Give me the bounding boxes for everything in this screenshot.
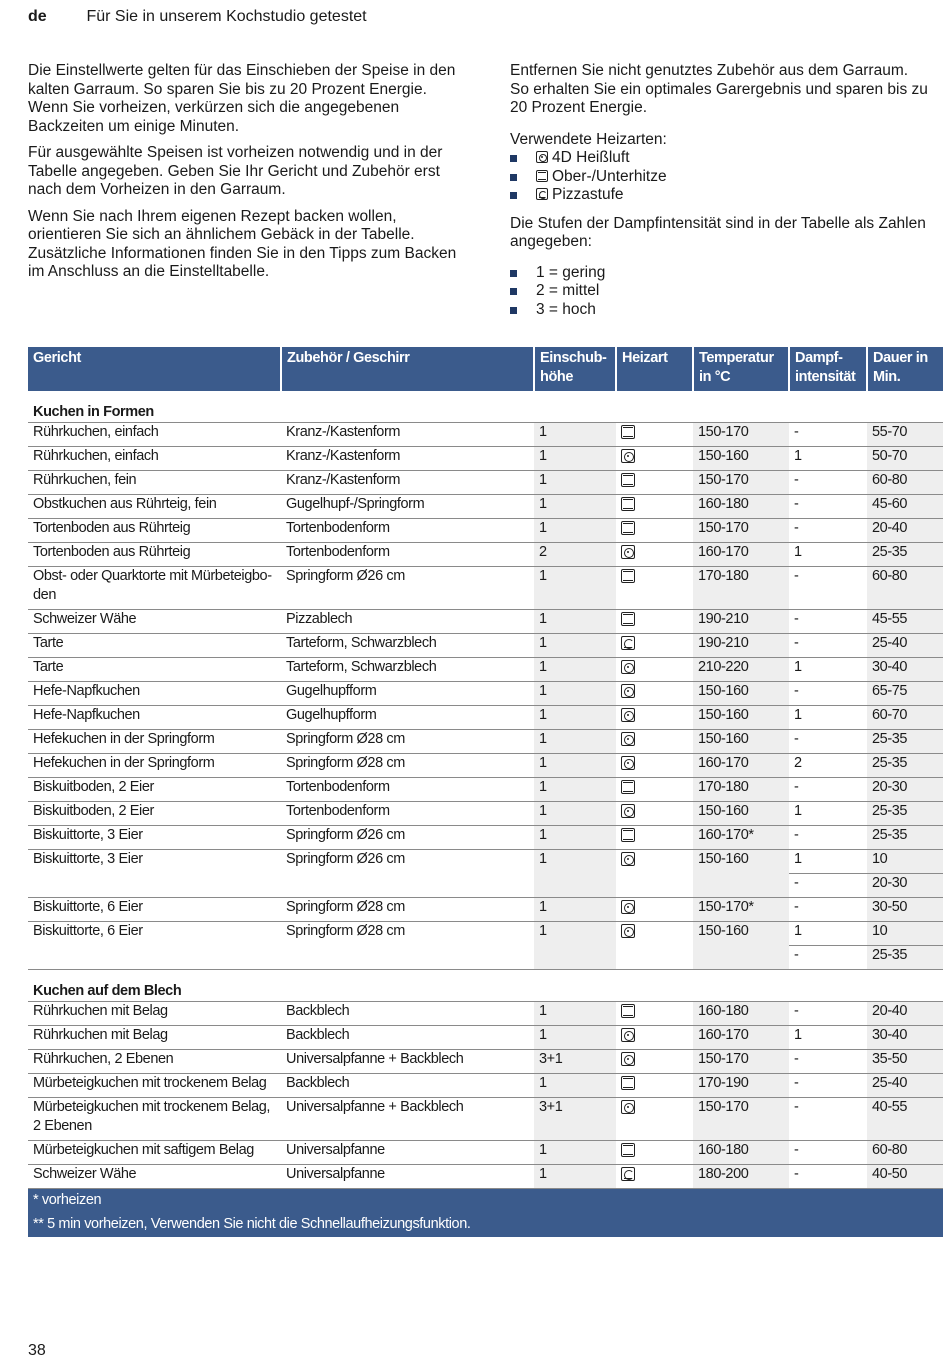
cell-hoehe: 1 — [534, 730, 616, 754]
hot-air-4d-icon — [536, 151, 548, 163]
cell-hoehe: 3+1 — [534, 1098, 616, 1141]
hot-air-4d-icon — [621, 732, 635, 746]
cell-dampf: 1 — [789, 543, 867, 567]
cell-dampf: - — [789, 610, 867, 634]
cell-dauer: 50-70 — [867, 447, 943, 471]
list-item: 2 = mittel — [510, 282, 930, 301]
cell-heizart — [616, 754, 693, 778]
cell-dauer: 45-60 — [867, 495, 943, 519]
cell-temperatur: 150-170 — [693, 519, 789, 543]
cell-heizart — [616, 1002, 693, 1026]
cell-dauer: 25-35 — [867, 826, 943, 850]
cell-dauer: 60-80 — [867, 567, 943, 610]
cell-dauer: 25-35 — [867, 802, 943, 826]
cell-zubehoer: Tarteform, Schwarzblech — [281, 658, 534, 682]
heating-type-label: Pizzastufe — [552, 186, 624, 203]
top-bottom-heat-icon — [621, 569, 635, 583]
hot-air-4d-icon — [621, 545, 635, 559]
cell-hoehe: 1 — [534, 850, 616, 898]
cell-dauer: 60-80 — [867, 471, 943, 495]
cell-hoehe: 1 — [534, 1141, 616, 1165]
cell-heizart — [616, 634, 693, 658]
list-item: 1 = gering — [510, 264, 930, 283]
steam-intensity-text: Die Stufen der Dampfintensität sind in der Tabelle als Zahlen angegeben: — [510, 214, 926, 250]
cell-heizart — [616, 778, 693, 802]
top-bottom-heat-icon — [621, 1143, 635, 1157]
cell-dampf: - — [789, 730, 867, 754]
intro-paragraph: Wenn Sie nach Ihrem eigenen Rezept backen wollen, orientieren Sie sich an ähnlichem Gebäck in der Tabelle. Zusätzliche Informationen finden Sie in den Tipps zum Backen im Anschluss an die Einstelltabelle. — [28, 207, 457, 280]
cell-dauer: 10 — [867, 850, 943, 874]
steam-levels-list — [510, 264, 930, 320]
section-title: Kuchen in Formen — [28, 391, 943, 423]
cell-gericht: Mürbeteigkuchen mit saftigem Belag — [28, 1141, 281, 1165]
cell-zubehoer: Kranz-/Kastenform — [281, 423, 534, 447]
cell-dauer: 60-70 — [867, 706, 943, 730]
cell-gericht: Biskuittorte, 6 Eier — [28, 922, 281, 970]
cell-dauer: 25-35 — [867, 730, 943, 754]
cell-heizart — [616, 922, 693, 970]
table-row — [28, 1098, 943, 1141]
cell-temperatur: 160-170 — [693, 1026, 789, 1050]
col-header-hoehe: Einschub- höhe — [534, 347, 616, 391]
hot-air-4d-icon — [621, 1028, 635, 1042]
top-bottom-heat-icon — [621, 1004, 635, 1018]
cell-dampf: 1 — [789, 447, 867, 471]
cell-gericht: Hefe-Napfkuchen — [28, 706, 281, 730]
cell-gericht: Rührkuchen, 2 Ebenen — [28, 1050, 281, 1074]
cell-zubehoer: Universalpfanne + Backblech — [281, 1098, 534, 1141]
cell-temperatur: 150-160 — [693, 447, 789, 471]
top-bottom-heat-icon — [621, 612, 635, 626]
table-row — [28, 567, 943, 610]
cell-gericht: Obstkuchen aus Rührteig, fein — [28, 495, 281, 519]
cell-gericht: Biskuitboden, 2 Eier — [28, 778, 281, 802]
cell-hoehe: 1 — [534, 610, 616, 634]
cell-dampf: 1 — [789, 706, 867, 730]
cell-zubehoer: Springform Ø26 cm — [281, 826, 534, 850]
cell-hoehe: 1 — [534, 447, 616, 471]
cell-dauer: 25-40 — [867, 634, 943, 658]
cell-dampf: - — [789, 874, 867, 898]
cell-hoehe: 1 — [534, 471, 616, 495]
cell-hoehe: 1 — [534, 778, 616, 802]
cell-temperatur: 150-160 — [693, 802, 789, 826]
table-row — [28, 850, 943, 874]
cell-zubehoer: Universalpfanne — [281, 1141, 534, 1165]
list-item — [510, 186, 930, 205]
cell-gericht: Mürbeteigkuchen mit trockenem Belag — [28, 1074, 281, 1098]
top-bottom-heat-icon — [621, 780, 635, 794]
cell-gericht: Schweizer Wähe — [28, 1165, 281, 1189]
cell-hoehe: 1 — [534, 658, 616, 682]
cell-dampf: - — [789, 946, 867, 970]
cell-temperatur: 150-170 — [693, 1050, 789, 1074]
cell-hoehe: 1 — [534, 922, 616, 970]
cell-heizart — [616, 423, 693, 447]
cell-gericht: Rührkuchen, einfach — [28, 423, 281, 447]
cell-heizart — [616, 519, 693, 543]
cell-heizart — [616, 898, 693, 922]
table-row — [28, 898, 943, 922]
table-row — [28, 754, 943, 778]
cell-dauer: 55-70 — [867, 423, 943, 447]
cell-heizart — [616, 658, 693, 682]
hot-air-4d-icon — [621, 900, 635, 914]
baking-settings-table — [28, 347, 943, 1237]
cell-zubehoer: Gugelhupf-/Springform — [281, 495, 534, 519]
cell-zubehoer: Springform Ø28 cm — [281, 730, 534, 754]
cell-hoehe: 1 — [534, 802, 616, 826]
cell-hoehe: 1 — [534, 898, 616, 922]
cell-zubehoer: Kranz-/Kastenform — [281, 471, 534, 495]
cell-gericht: Tarte — [28, 658, 281, 682]
cell-temperatur: 150-160 — [693, 850, 789, 898]
hot-air-4d-icon — [621, 852, 635, 866]
footnote-row — [28, 1189, 943, 1214]
cell-hoehe: 1 — [534, 567, 616, 610]
table-row — [28, 922, 943, 946]
cell-dauer: 30-40 — [867, 1026, 943, 1050]
cell-zubehoer: Tortenbodenform — [281, 543, 534, 567]
cell-temperatur: 160-180 — [693, 495, 789, 519]
top-bottom-heat-icon — [621, 828, 635, 842]
cell-dampf: - — [789, 495, 867, 519]
cell-dampf: - — [789, 682, 867, 706]
footnote-row — [28, 1213, 943, 1237]
col-header-gericht: Gericht — [28, 347, 281, 391]
cell-dampf: 1 — [789, 802, 867, 826]
cell-hoehe: 1 — [534, 519, 616, 543]
cell-temperatur: 160-170 — [693, 754, 789, 778]
cell-zubehoer: Springform Ø26 cm — [281, 850, 534, 898]
cell-dauer: 40-50 — [867, 1165, 943, 1189]
hot-air-4d-icon — [621, 924, 635, 938]
list-item: 3 = hoch — [510, 301, 930, 320]
cell-gericht: Hefekuchen in der Springform — [28, 730, 281, 754]
cell-dauer: 60-80 — [867, 1141, 943, 1165]
cell-gericht: Tortenboden aus Rührteig — [28, 543, 281, 567]
table-section-row — [28, 391, 943, 423]
table-row — [28, 495, 943, 519]
cell-zubehoer: Springform Ø28 cm — [281, 898, 534, 922]
col-header-temperatur: Temperatur in °C — [693, 347, 789, 391]
cell-zubehoer: Gugelhupfform — [281, 682, 534, 706]
table-row — [28, 802, 943, 826]
table-row — [28, 682, 943, 706]
footnote: ** 5 min vorheizen, Verwenden Sie nicht die Schnellaufheizungsfunktion. — [28, 1213, 943, 1237]
cell-zubehoer: Tarteform, Schwarzblech — [281, 634, 534, 658]
table-row — [28, 706, 943, 730]
cell-dampf: - — [789, 1141, 867, 1165]
cell-hoehe: 2 — [534, 543, 616, 567]
hot-air-4d-icon — [621, 684, 635, 698]
cell-heizart — [616, 471, 693, 495]
cell-heizart — [616, 826, 693, 850]
list-item — [510, 168, 930, 187]
cell-dauer: 10 — [867, 922, 943, 946]
cell-temperatur: 150-160 — [693, 682, 789, 706]
table-row — [28, 778, 943, 802]
cell-gericht: Rührkuchen, fein — [28, 471, 281, 495]
cell-hoehe: 1 — [534, 495, 616, 519]
cell-dampf: - — [789, 1074, 867, 1098]
cell-gericht: Hefekuchen in der Springform — [28, 754, 281, 778]
cell-temperatur: 210-220 — [693, 658, 789, 682]
cell-heizart — [616, 447, 693, 471]
table-row — [28, 658, 943, 682]
intro-left-column — [28, 62, 468, 290]
cell-heizart — [616, 1050, 693, 1074]
cell-dauer: 20-40 — [867, 1002, 943, 1026]
top-bottom-heat-icon — [621, 521, 635, 535]
cell-temperatur: 160-170 — [693, 543, 789, 567]
cell-dampf: 1 — [789, 658, 867, 682]
table-row — [28, 1074, 943, 1098]
cell-temperatur: 190-210 — [693, 634, 789, 658]
cell-zubehoer: Kranz-/Kastenform — [281, 447, 534, 471]
cell-hoehe: 1 — [534, 1002, 616, 1026]
cell-heizart — [616, 850, 693, 898]
top-bottom-heat-icon — [621, 473, 635, 487]
cell-hoehe: 1 — [534, 1074, 616, 1098]
cell-dampf: 2 — [789, 754, 867, 778]
heating-type-label: Ober-/Unterhitze — [552, 167, 667, 185]
cell-gericht: Rührkuchen mit Belag — [28, 1026, 281, 1050]
col-header-heizart: Heizart — [616, 347, 693, 391]
cell-temperatur: 170-180 — [693, 567, 789, 610]
table-row — [28, 519, 943, 543]
cell-hoehe: 1 — [534, 826, 616, 850]
cell-dauer: 45-55 — [867, 610, 943, 634]
pizza-setting-icon — [536, 188, 548, 200]
cell-gericht: Biskuitboden, 2 Eier — [28, 802, 281, 826]
cell-temperatur: 150-170 — [693, 471, 789, 495]
hot-air-4d-icon — [621, 449, 635, 463]
cell-heizart — [616, 1165, 693, 1189]
cell-heizart — [616, 1026, 693, 1050]
cell-dampf: - — [789, 826, 867, 850]
col-header-zubehoer: Zubehör / Geschirr — [281, 347, 534, 391]
cell-hoehe: 1 — [534, 682, 616, 706]
table-row — [28, 610, 943, 634]
cell-dauer: 20-40 — [867, 519, 943, 543]
cell-temperatur: 150-160 — [693, 730, 789, 754]
cell-dampf: - — [789, 567, 867, 610]
table-row — [28, 1050, 943, 1074]
cell-dauer: 40-55 — [867, 1098, 943, 1141]
cell-zubehoer: Springform Ø28 cm — [281, 922, 534, 970]
cell-zubehoer: Pizzablech — [281, 610, 534, 634]
cell-temperatur: 170-180 — [693, 778, 789, 802]
cell-temperatur: 160-170* — [693, 826, 789, 850]
cell-hoehe: 1 — [534, 1165, 616, 1189]
cell-gericht: Tarte — [28, 634, 281, 658]
cell-zubehoer: Backblech — [281, 1074, 534, 1098]
top-bottom-heat-icon — [621, 1076, 635, 1090]
hot-air-4d-icon — [621, 660, 635, 674]
hot-air-4d-icon — [621, 804, 635, 818]
cell-dampf: - — [789, 471, 867, 495]
cell-gericht: Obst- oder Quarktorte mit Mürbeteigbo-den — [28, 567, 281, 610]
cell-heizart — [616, 706, 693, 730]
language-code: de — [28, 8, 47, 25]
cell-dauer: 20-30 — [867, 778, 943, 802]
intro-paragraph: Die Einstellwerte gelten für das Einschieben der Speise in den kalten Garraum. So sparen Sie bis zu 20 Prozent Energie. Wenn Sie vorheizen, verkürzen sich die angegebenen Backzeiten um einige Minuten. — [28, 62, 456, 135]
pizza-setting-icon — [621, 636, 635, 650]
heating-type-label: 4D Heißluft — [552, 149, 630, 166]
cell-dauer: 35-50 — [867, 1050, 943, 1074]
cell-gericht: Schweizer Wähe — [28, 610, 281, 634]
section-title: Kuchen auf dem Blech — [28, 970, 943, 1002]
cell-dampf: 1 — [789, 850, 867, 874]
cell-hoehe: 1 — [534, 634, 616, 658]
top-bottom-heat-icon — [621, 497, 635, 511]
intro-paragraph: Für ausgewählte Speisen ist vorheizen notwendig und in der Tabelle angegeben. Geben Sie Ihr Gericht und Zubehör erst nach dem Vorheizen in den Garraum. — [28, 144, 443, 198]
cell-dampf: - — [789, 778, 867, 802]
cell-hoehe: 1 — [534, 1026, 616, 1050]
cell-dauer: 20-30 — [867, 874, 943, 898]
cell-zubehoer: Universalpfanne — [281, 1165, 534, 1189]
page-title: Für Sie in unserem Kochstudio getestet — [86, 8, 367, 25]
hot-air-4d-icon — [621, 1100, 635, 1114]
cell-dampf: - — [789, 1002, 867, 1026]
table-section-row — [28, 970, 943, 1002]
heating-types-list — [510, 149, 930, 205]
cell-dampf: - — [789, 634, 867, 658]
cell-zubehoer: Tortenbodenform — [281, 519, 534, 543]
table-row — [28, 471, 943, 495]
cell-gericht: Mürbeteigkuchen mit trockenem Belag, 2 Ebenen — [28, 1098, 281, 1141]
cell-heizart — [616, 1141, 693, 1165]
cell-zubehoer: Backblech — [281, 1002, 534, 1026]
hot-air-4d-icon — [621, 756, 635, 770]
cell-heizart — [616, 610, 693, 634]
cell-heizart — [616, 1098, 693, 1141]
table-row — [28, 1002, 943, 1026]
cell-zubehoer: Tortenbodenform — [281, 802, 534, 826]
table-row — [28, 1141, 943, 1165]
cell-dampf: 1 — [789, 922, 867, 946]
cell-heizart — [616, 730, 693, 754]
cell-hoehe: 3+1 — [534, 1050, 616, 1074]
cell-gericht: Rührkuchen mit Belag — [28, 1002, 281, 1026]
cell-zubehoer: Universalpfanne + Backblech — [281, 1050, 534, 1074]
cell-heizart — [616, 682, 693, 706]
cell-temperatur: 190-210 — [693, 610, 789, 634]
intro-paragraph: Entfernen Sie nicht genutztes Zubehör aus dem Garraum. So erhalten Sie ein optimales Garergebnis und sparen bis zu 20 Prozent Energie. — [510, 62, 928, 116]
table-row — [28, 447, 943, 471]
cell-zubehoer: Backblech — [281, 1026, 534, 1050]
cell-temperatur: 160-180 — [693, 1002, 789, 1026]
page-number: 38 — [28, 1342, 46, 1359]
cell-hoehe: 1 — [534, 754, 616, 778]
cell-temperatur: 150-160 — [693, 922, 789, 970]
cell-hoehe: 1 — [534, 423, 616, 447]
table-row — [28, 423, 943, 447]
cell-dauer: 30-50 — [867, 898, 943, 922]
table-header-row — [28, 347, 943, 391]
cell-dampf: - — [789, 1165, 867, 1189]
cell-gericht: Biskuittorte, 3 Eier — [28, 826, 281, 850]
cell-gericht: Hefe-Napfkuchen — [28, 682, 281, 706]
cell-dauer: 25-35 — [867, 754, 943, 778]
cell-temperatur: 150-160 — [693, 706, 789, 730]
cell-dampf: - — [789, 1098, 867, 1141]
cell-hoehe: 1 — [534, 706, 616, 730]
cell-zubehoer: Gugelhupfform — [281, 706, 534, 730]
cell-zubehoer: Tortenbodenform — [281, 778, 534, 802]
cell-dampf: - — [789, 519, 867, 543]
cell-temperatur: 170-190 — [693, 1074, 789, 1098]
cell-dauer: 25-40 — [867, 1074, 943, 1098]
cell-temperatur: 160-180 — [693, 1141, 789, 1165]
cell-dampf: - — [789, 898, 867, 922]
cell-heizart — [616, 1074, 693, 1098]
cell-dauer: 65-75 — [867, 682, 943, 706]
cell-heizart — [616, 495, 693, 519]
cell-dauer: 25-35 — [867, 946, 943, 970]
table-row — [28, 634, 943, 658]
cell-gericht: Biskuittorte, 3 Eier — [28, 850, 281, 898]
table-row — [28, 1026, 943, 1050]
page-header — [28, 8, 367, 26]
cell-gericht: Tortenboden aus Rührteig — [28, 519, 281, 543]
footnote: * vorheizen — [28, 1189, 943, 1214]
table-row — [28, 1165, 943, 1189]
table-row — [28, 730, 943, 754]
cell-dauer: 30-40 — [867, 658, 943, 682]
col-header-dauer: Dauer in Min. — [867, 347, 943, 391]
table-row — [28, 543, 943, 567]
cell-heizart — [616, 802, 693, 826]
top-bottom-heat-icon — [621, 425, 635, 439]
list-item — [510, 149, 930, 168]
cell-dampf: - — [789, 1050, 867, 1074]
cell-heizart — [616, 543, 693, 567]
cell-dauer: 25-35 — [867, 543, 943, 567]
cell-heizart — [616, 567, 693, 610]
cell-temperatur: 150-170* — [693, 898, 789, 922]
cell-temperatur: 150-170 — [693, 1098, 789, 1141]
cell-dampf: - — [789, 423, 867, 447]
table-row — [28, 826, 943, 850]
col-header-dampf: Dampf- intensität — [789, 347, 867, 391]
cell-zubehoer: Springform Ø28 cm — [281, 754, 534, 778]
cell-temperatur: 180-200 — [693, 1165, 789, 1189]
cell-dampf: 1 — [789, 1026, 867, 1050]
hot-air-4d-icon — [621, 708, 635, 722]
cell-gericht: Rührkuchen, einfach — [28, 447, 281, 471]
top-bottom-heat-icon — [536, 170, 548, 182]
cell-zubehoer: Springform Ø26 cm — [281, 567, 534, 610]
intro-right-column — [510, 62, 930, 329]
pizza-setting-icon — [621, 1167, 635, 1181]
heating-types-title: Verwendete Heizarten: — [510, 130, 667, 148]
cell-gericht: Biskuittorte, 6 Eier — [28, 898, 281, 922]
hot-air-4d-icon — [621, 1052, 635, 1066]
cell-temperatur: 150-170 — [693, 423, 789, 447]
